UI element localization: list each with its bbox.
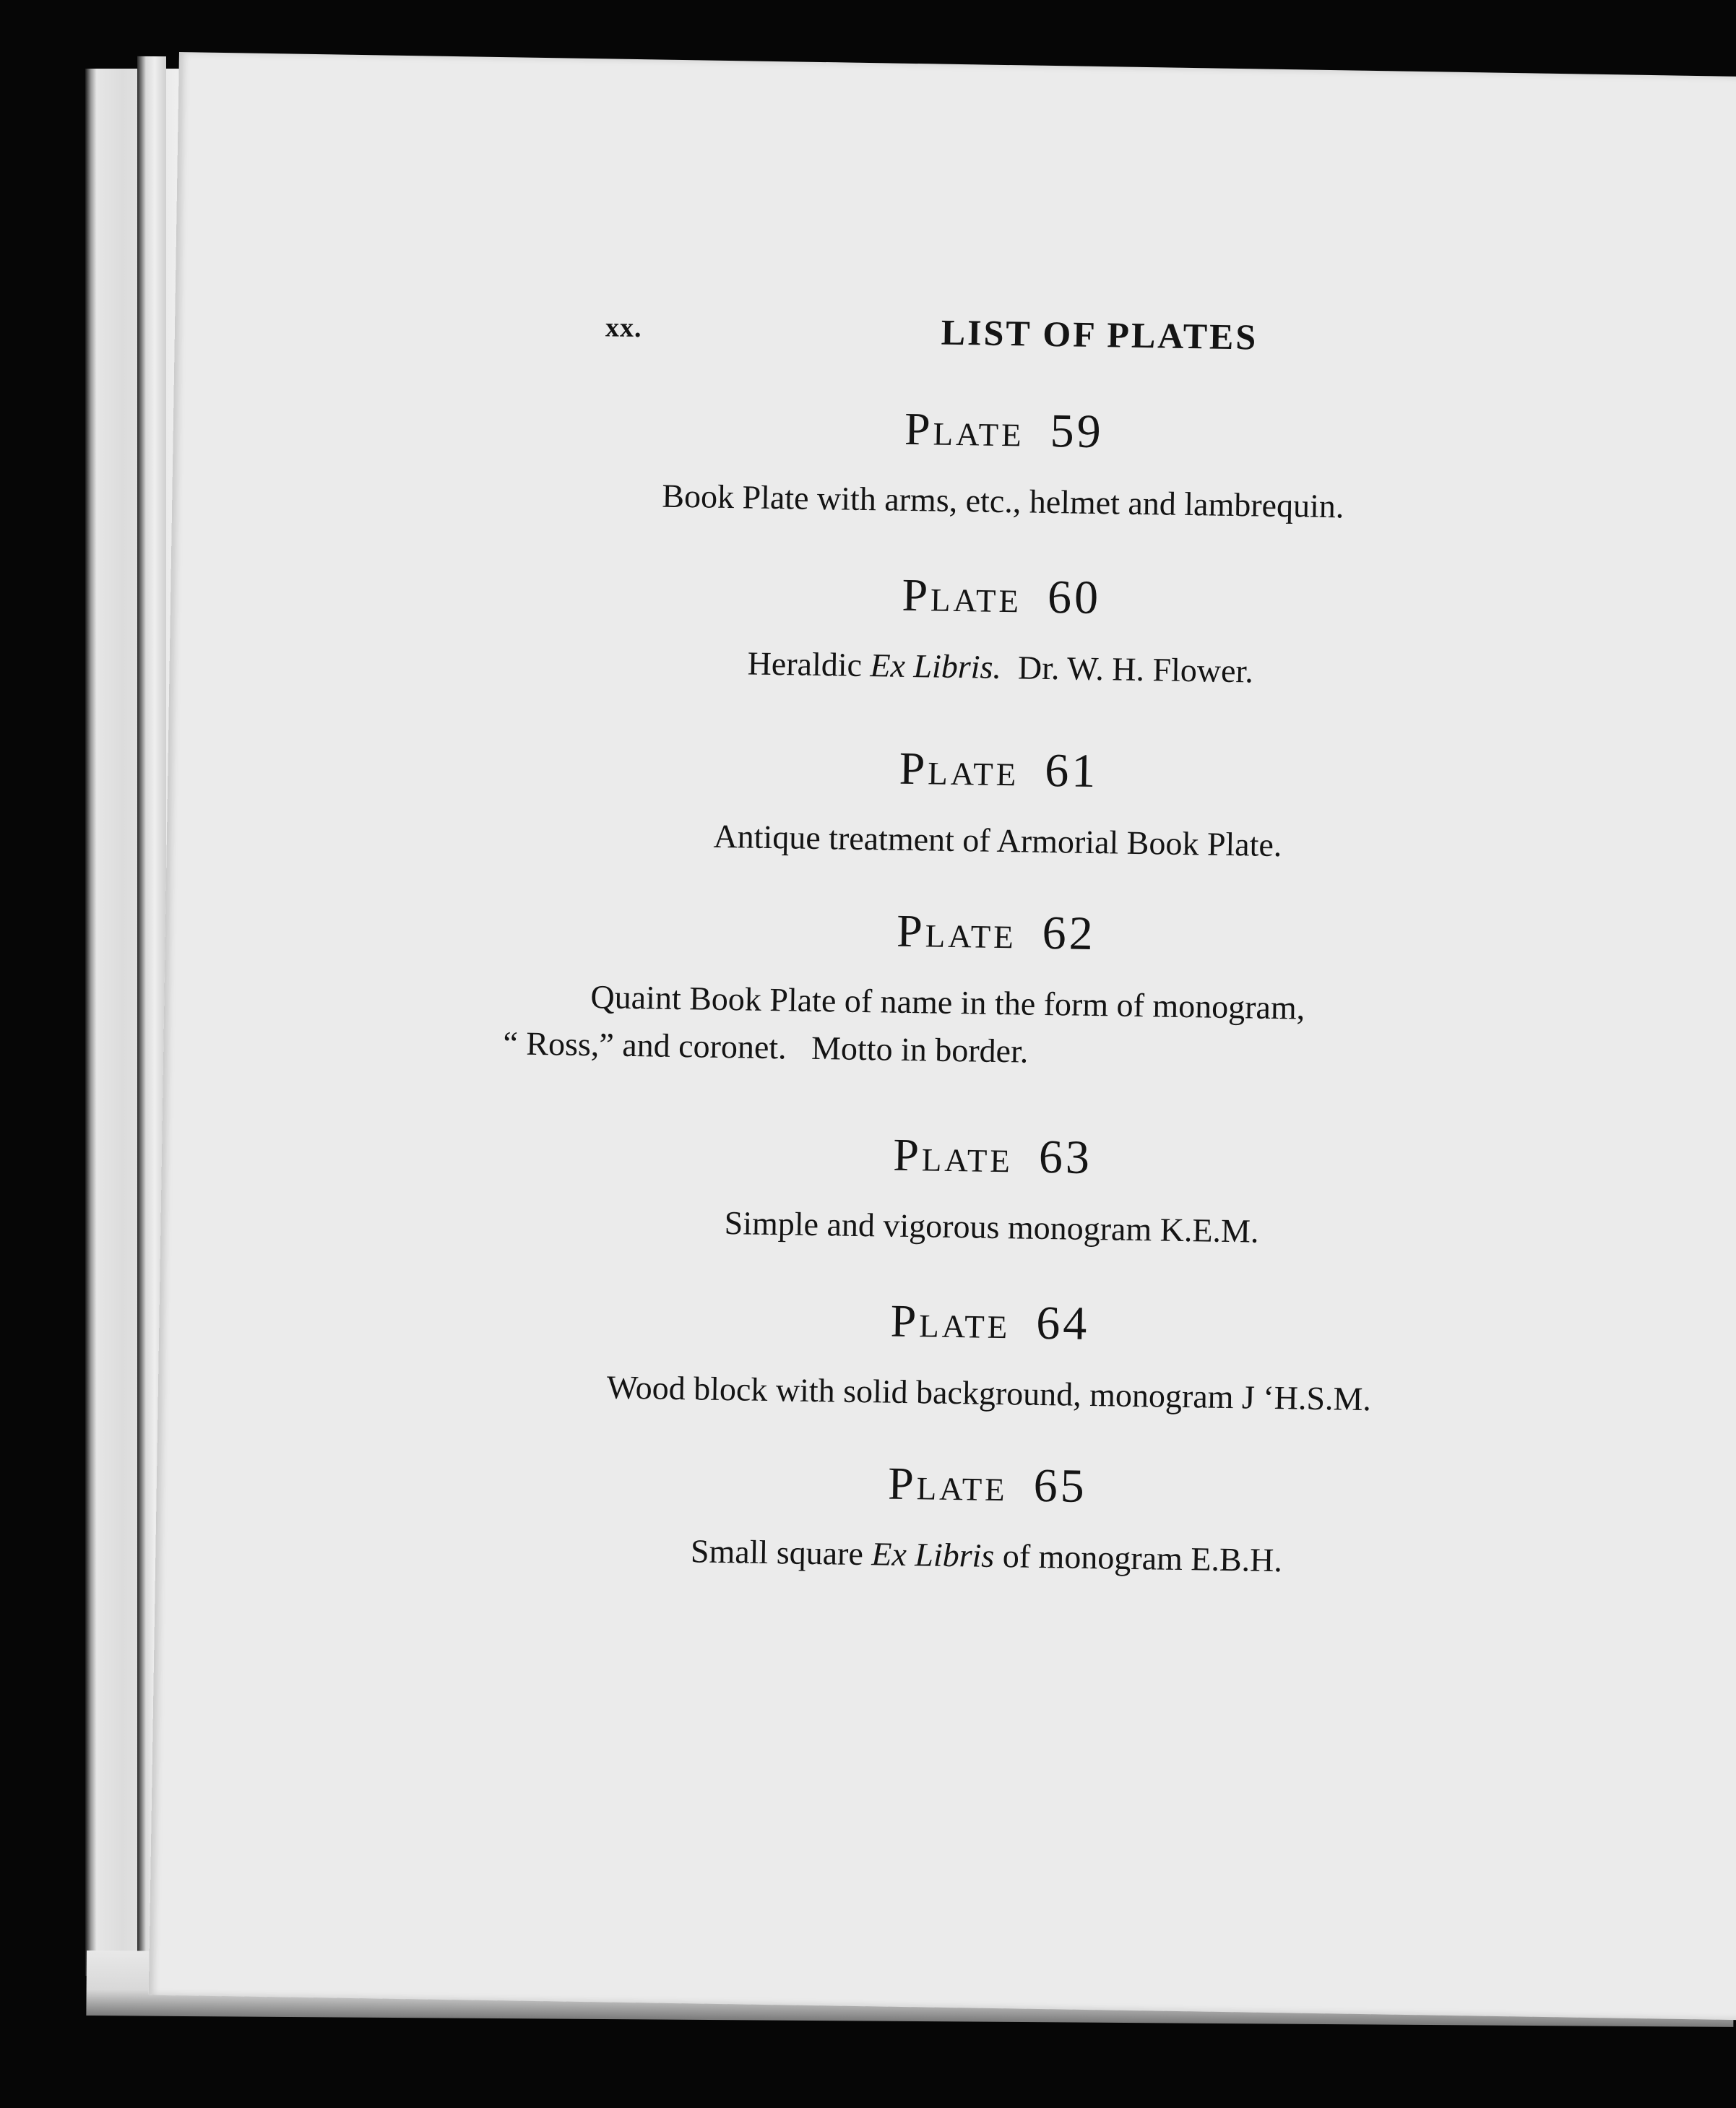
book-page xyxy=(149,52,1736,2021)
plate-number: 61 xyxy=(1044,743,1099,798)
plate-number: 60 xyxy=(1047,570,1102,625)
plate-number: 64 xyxy=(1035,1296,1090,1351)
caption-line: Quaint Book Plate of name in the form of monogram, xyxy=(590,977,1305,1027)
plate-heading xyxy=(462,396,1546,465)
plate-label: Plate xyxy=(904,402,1025,457)
plate-entry xyxy=(444,1451,1529,1589)
plate-number: 62 xyxy=(1042,906,1097,961)
caption-italic-text: Ex Libris. xyxy=(870,646,1002,686)
plate-number: 63 xyxy=(1038,1130,1093,1185)
plate-caption xyxy=(444,1524,1529,1589)
plate-caption: Book Plate with arms, etc., helmet and lambrequin. xyxy=(662,477,1344,524)
plate-caption: Wood block with solid background, monogram J ʻH.S.M. xyxy=(606,1368,1372,1417)
plate-label: Plate xyxy=(896,904,1017,959)
plate-heading xyxy=(459,562,1544,631)
plate-caption xyxy=(458,635,1542,700)
plate-caption xyxy=(503,972,1508,1084)
plate-entry xyxy=(447,1288,1532,1426)
caption-text: Heraldic xyxy=(747,644,871,683)
caption-line: “ Ross,” and coronet. Motto in border. xyxy=(503,1024,1029,1070)
plate-label: Plate xyxy=(901,569,1022,623)
page-text xyxy=(149,52,1736,2021)
caption-italic-text: Ex Libris xyxy=(871,1534,995,1574)
plate-caption: Antique treatment of Armorial Book Plate. xyxy=(713,817,1282,863)
plate-heading xyxy=(454,898,1539,967)
plate-entry xyxy=(449,1122,1534,1260)
caption-text: Dr. W. H. Flower. xyxy=(1001,648,1254,690)
plate-entry xyxy=(461,396,1546,534)
plate-heading xyxy=(451,1122,1535,1191)
plate-heading xyxy=(445,1451,1529,1520)
caption-text: Small square xyxy=(690,1532,872,1572)
page-number: xx. xyxy=(605,312,642,344)
running-head: LIST OF PLATES xyxy=(941,311,1258,358)
caption-text: of monogram E.B.H. xyxy=(993,1537,1283,1578)
plate-entry xyxy=(458,562,1543,700)
plate-number: 65 xyxy=(1033,1459,1088,1513)
plate-heading xyxy=(448,1288,1532,1357)
plate-entry xyxy=(452,898,1538,1084)
plate-label: Plate xyxy=(887,1457,1009,1511)
plate-heading xyxy=(457,735,1541,805)
plate-label: Plate xyxy=(892,1128,1014,1183)
plate-caption: Simple and vigorous monogram K.E.M. xyxy=(724,1204,1259,1250)
plate-entry xyxy=(456,735,1541,873)
plate-label: Plate xyxy=(890,1295,1011,1349)
plate-number: 59 xyxy=(1050,405,1105,459)
plate-label: Plate xyxy=(899,742,1019,796)
